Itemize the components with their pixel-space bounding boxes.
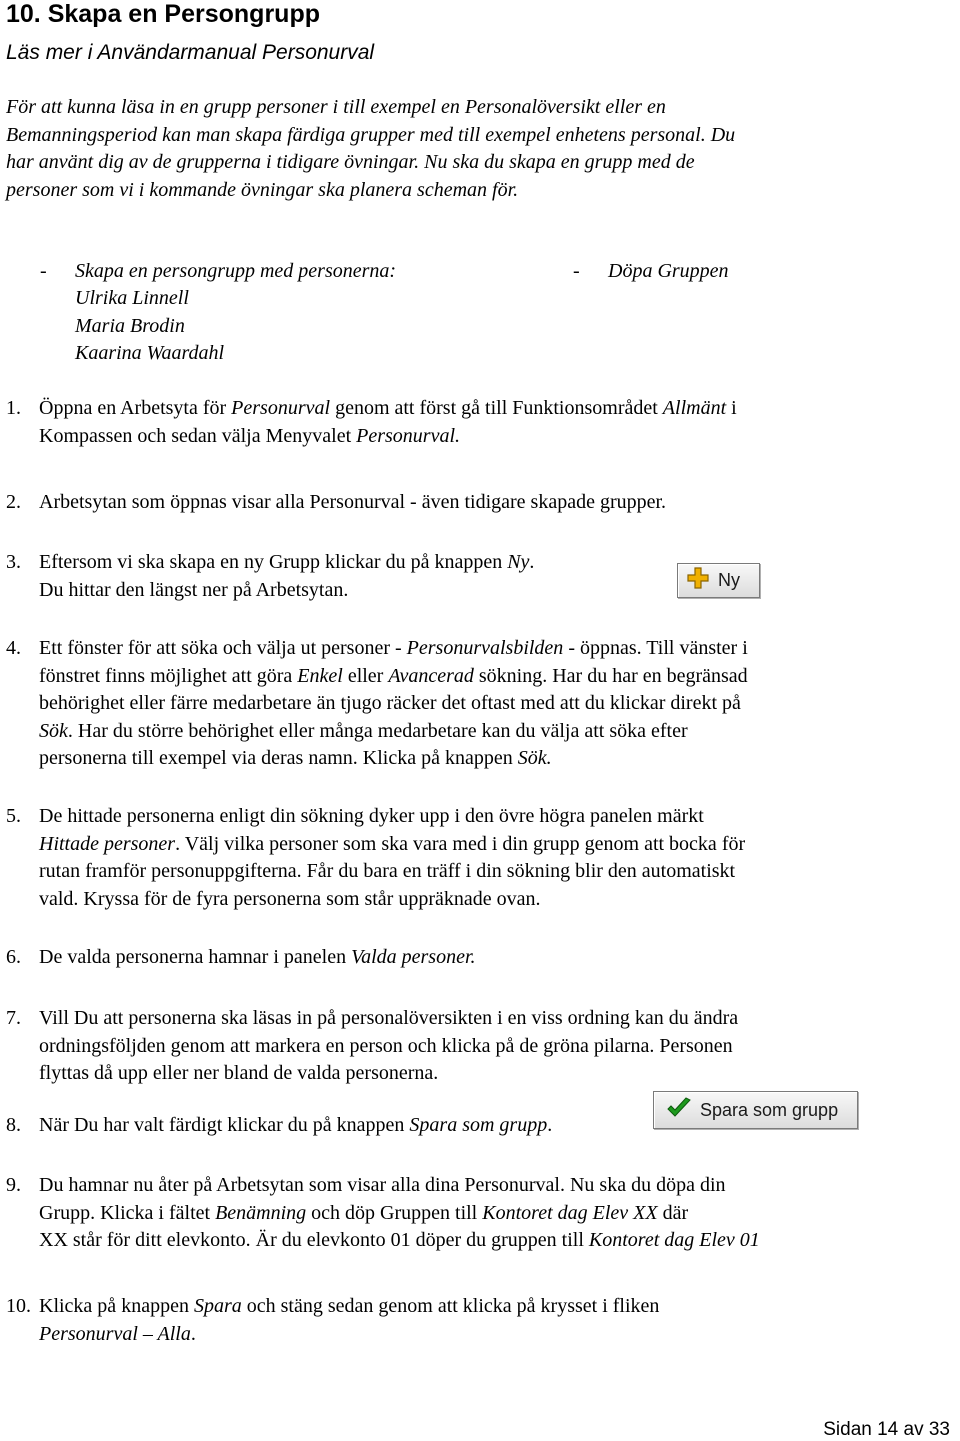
step-text: [39, 803, 745, 913]
task-create-group: Skapa en persongrupp med personerna:: [75, 260, 397, 282]
step-text: [39, 395, 737, 450]
step-line: [39, 858, 745, 886]
step-segment: personerna till exempel via deras namn. Klicka på knappen: [39, 747, 518, 769]
step-text: [39, 1112, 552, 1140]
step-segment: XX står för ditt elevkonto. Är du elevkonto 01 döper du gruppen till: [39, 1229, 589, 1251]
step-emphasis: Personurval – Alla: [39, 1322, 191, 1345]
step-number: 5.: [6, 805, 21, 827]
step-line: [39, 718, 748, 746]
step-line: [39, 803, 745, 831]
step-line: [39, 1112, 552, 1140]
step-emphasis: Personurval.: [356, 424, 461, 447]
intro-line: personer som vi i kommande övningar ska planera scheman för.: [6, 178, 519, 201]
step-line: [39, 690, 748, 718]
step-emphasis: Spara som grupp: [409, 1114, 548, 1136]
step-segment: rutan framför personuppgifterna. Får du bara en träff i din sökning blir den automatiskt: [39, 860, 736, 882]
step-segment: och döp Gruppen till: [306, 1201, 483, 1224]
person-list: [75, 285, 224, 368]
step-line: [39, 577, 534, 605]
manual-reference: Läs mer i Användarmanual Personurval: [6, 41, 375, 64]
step-text: [39, 549, 534, 604]
step-line: [39, 1200, 760, 1228]
step-segment: Vill Du att personerna ska läsas in på personalöversikten i en viss ordning kan du ändra: [39, 1007, 739, 1029]
step-number: 2.: [6, 491, 21, 513]
step-text: [39, 1172, 760, 1255]
step-line: [39, 1005, 738, 1033]
task-dash-right: -: [573, 260, 580, 282]
page-heading: 10. Skapa en Persongrupp: [6, 0, 320, 28]
step-emphasis: Ny: [507, 551, 530, 573]
step-line: [39, 831, 745, 859]
step-text: [39, 944, 476, 972]
step-segment: Eftersom vi ska skapa en ny Grupp klickar du på knappen: [39, 551, 508, 573]
step-text: [39, 489, 666, 517]
step-segment: . Välj vilka personer som ska vara med i din grupp genom att bocka för: [175, 832, 746, 855]
step-segment: Ett fönster för att söka och välja ut personer -: [39, 637, 407, 659]
step-line: [39, 944, 476, 972]
step-line: [39, 1321, 659, 1349]
step-line: [39, 1033, 738, 1061]
step-number: 6.: [6, 946, 21, 968]
step-line: [39, 423, 737, 451]
plus-icon: [686, 566, 710, 595]
step-number: 7.: [6, 1007, 21, 1029]
person-name: Maria Brodin: [75, 314, 185, 337]
step-segment: Öppna en Arbetsyta för: [39, 397, 232, 419]
step-emphasis: Personurval: [231, 397, 331, 419]
step-segment: fönstret finns möjlighet att göra: [39, 664, 298, 687]
step-text: [39, 635, 748, 773]
step-line: [39, 745, 748, 773]
step-line: [39, 1227, 760, 1255]
step-segment: och stäng sedan genom att klicka på krysset i fliken: [241, 1295, 660, 1317]
step-segment: - öppnas. Till vänster i: [563, 637, 748, 659]
step-segment: genom att först gå till Funktionsområdet: [330, 397, 663, 419]
step-emphasis: Kontoret dag Elev XX: [482, 1201, 658, 1224]
person-name: Ulrika Linnell: [75, 287, 189, 309]
step-line: [39, 886, 745, 914]
ny-button[interactable]: [677, 563, 760, 598]
step-segment: Du hamnar nu åter på Arbetsytan som visar alla dina Personurval. Nu ska du döpa din: [39, 1174, 726, 1196]
step-segment: Du hittar den längst ner på Arbetsytan.: [39, 578, 349, 601]
step-number: 1.: [6, 397, 21, 419]
step-segment: När Du har valt färdigt klickar du på knappen: [39, 1114, 410, 1136]
step-emphasis: Personurvalsbilden: [406, 637, 564, 659]
step-line: [39, 1060, 738, 1088]
ny-button-label: Ny: [718, 570, 740, 590]
step-segment: flyttas då upp eller ner bland de valda personerna.: [39, 1062, 439, 1084]
step-segment: eller: [342, 664, 389, 687]
task-name-group: Döpa Gruppen: [608, 260, 729, 282]
intro-paragraph: [6, 94, 826, 204]
step-line: [39, 395, 737, 423]
step-emphasis: Valda personer.: [351, 946, 476, 968]
step-segment: behörighet eller färre medarbetare än tjugo räcker det oftast med att du klickar direkt på: [39, 692, 741, 714]
step-number: 4.: [6, 637, 21, 659]
step-segment: De valda personerna hamnar i panelen: [39, 946, 352, 968]
step-segment: ordningsföljden genom att markera en person och klicka på de gröna pilarna. Personen: [39, 1034, 733, 1057]
step-segment: där: [657, 1201, 689, 1224]
spara-som-grupp-button[interactable]: [653, 1091, 858, 1129]
step-emphasis: Hittade personer: [39, 832, 176, 855]
step-number: 8.: [6, 1114, 21, 1136]
spara-som-grupp-label: Spara som grupp: [700, 1099, 839, 1120]
step-number: 9.: [6, 1174, 21, 1196]
step-emphasis: Avancerad: [388, 664, 474, 687]
step-text: [39, 1293, 659, 1348]
step-emphasis: Spara: [193, 1295, 242, 1317]
task-dash-left: -: [40, 260, 47, 282]
step-segment: .: [529, 551, 535, 573]
step-segment: Kompassen och sedan välja Menyvalet: [39, 424, 357, 447]
step-line: [39, 1172, 760, 1200]
step-emphasis: Kontoret dag Elev 01: [588, 1229, 760, 1251]
step-emphasis: Enkel: [297, 664, 343, 687]
step-number: 10.: [6, 1295, 31, 1317]
step-line: [39, 489, 666, 517]
step-segment: vald. Kryssa för de fyra personerna som står uppräknade ovan.: [39, 887, 541, 910]
page-number: Sidan 14 av 33: [823, 1419, 950, 1440]
step-emphasis: Sök.: [517, 747, 552, 769]
step-emphasis: Allmänt: [662, 397, 727, 419]
step-segment: . Har du större behörighet eller många medarbetare kan du välja att söka efter: [67, 719, 688, 742]
step-segment: sökning. Har du har en begränsad: [473, 664, 748, 687]
step-emphasis: Sök: [39, 719, 68, 742]
step-line: [39, 1293, 659, 1321]
step-segment: i: [726, 397, 737, 419]
step-emphasis: Benämning: [215, 1201, 307, 1224]
intro-line: För att kunna läsa in en grupp personer i till exempel en Personalöversikt eller en: [6, 96, 666, 118]
checkmark-icon: [666, 1096, 692, 1125]
person-name: Kaarina Waardahl: [75, 342, 225, 364]
step-segment: .: [190, 1322, 196, 1345]
step-number: 3.: [6, 551, 21, 573]
step-segment: .: [547, 1114, 553, 1136]
step-segment: De hittade personerna enligt din sökning dyker upp i den övre högra panelen märkt: [39, 805, 704, 827]
step-text: [39, 1005, 738, 1088]
step-line: [39, 663, 748, 691]
intro-line: har använt dig av de grupperna i tidigare övningar. Nu ska du skapa en grupp med de: [6, 151, 695, 173]
intro-line: Bemanningsperiod kan man skapa färdiga grupper med till exempel enhetens personal. Du: [6, 123, 736, 146]
step-segment: Grupp. Klicka i fältet: [39, 1201, 216, 1224]
step-line: [39, 549, 534, 577]
step-segment: Arbetsytan som öppnas visar alla Personurval - även tidigare skapade grupper.: [39, 491, 667, 513]
step-line: [39, 635, 748, 663]
step-segment: Klicka på knappen: [39, 1295, 194, 1317]
